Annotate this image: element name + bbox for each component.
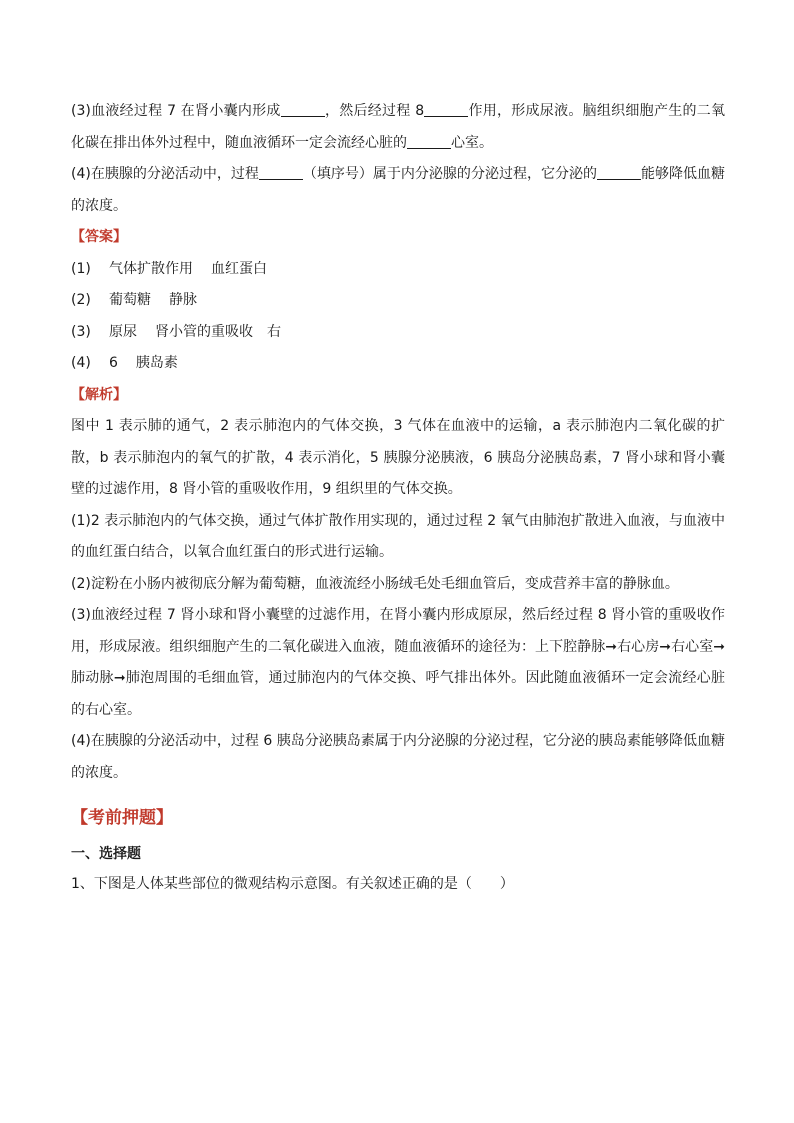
q3-part3: 作用，形成尿液。脑组织细胞产生的二氧化碳在排出体外过程中，随血液循环一定会流经心脏的 (71, 103, 726, 151)
q4-part2: （填序号）属于内分泌腺的分泌过程，它分泌的 (302, 166, 597, 182)
analysis-label: 【解析】 (71, 386, 127, 403)
analysis-paragraph: (4)在胰腺的分泌活动中，过程 6 胰岛分泌胰岛素属于内分泌腺的分泌过程，它分泌的胰岛素能够降低血糖的浓度。 (71, 733, 725, 781)
q4-part3: 能够降低血糖的浓度。 (71, 166, 726, 214)
question-4-text (71, 159, 725, 222)
analysis-paragraph: (2)淀粉在小肠内被彻底分解为葡萄糖，血液流经小肠绒毛处毛细血管后，变成营养丰富的静脉血。 (71, 575, 679, 592)
q3-part2: ，然后经过程 8 (324, 103, 425, 119)
answer-value: 葡萄糖 (109, 292, 151, 308)
answer-number: (4) (71, 355, 91, 371)
analysis-paragraph: (1)2 表示肺泡内的气体交换，通过气体扩散作用实现的，通过过程 2 氧气由肺泡扩散进入血液，与血液中的血红蛋白结合，以氧合血红蛋白的形式进行运输。 (71, 512, 725, 560)
answer-number: (3) (71, 323, 91, 340)
answer-value: 胰岛素 (135, 355, 178, 371)
document-content (71, 96, 725, 901)
answer-row (71, 348, 725, 380)
answer-number: (2) (71, 292, 91, 308)
answer-blank (281, 102, 325, 117)
analysis-paragraph: 图中 1 表示肺的通气，2 表示肺泡内的气体交换，3 气体在血液中的运输，a 表示肺泡内二氧化碳的扩散，b 表示肺泡内的氧气的扩散，4 表示消化，5 胰腺分泌胰液，6 胰岛分泌胰岛素，7 肾小球和肾小囊壁的过滤作用，8 肾小管的重吸收作用，9 组织里的气体交换。 (71, 418, 725, 497)
answer-row (71, 254, 725, 286)
answer-value: 原尿 (109, 323, 137, 340)
section-title: 【考前押题】 (71, 808, 173, 828)
answer-list (71, 254, 725, 380)
answer-value: 6 (109, 355, 118, 371)
answer-blank (259, 165, 303, 180)
answer-blank (597, 165, 641, 180)
answer-value: 血红蛋白 (211, 260, 267, 277)
analysis-paragraph: (3)血液经过程 7 肾小球和肾小囊壁的过滤作用，在肾小囊内形成原尿，然后经过程 8 肾小管的重吸收作用，形成尿液。组织细胞产生的二氧化碳进入血液，随血液循环的途径为：上下腔静脉➞右心房➞右心室➞肺动脉➞肺泡周围的毛细血管，通过肺泡内的气体交换、呼气排出体外。因此随血液循环一定会流经心脏的右心室。 (71, 607, 725, 718)
answer-blank (424, 102, 468, 117)
question-3-text (71, 96, 725, 159)
answer-row (71, 317, 725, 349)
sub-title: 一、选择题 (71, 846, 141, 862)
answer-value: 气体扩散作用 (109, 260, 193, 277)
answer-value: 肾小管的重吸收 (155, 323, 253, 340)
q3-part1: (3)血液经过程 7 在肾小囊内形成 (71, 103, 281, 119)
answer-value: 静脉 (169, 292, 197, 308)
answer-row (71, 285, 725, 317)
answer-value: 右 (267, 323, 281, 340)
q3-part4: 心室。 (451, 134, 493, 151)
answer-number: (1) (71, 260, 91, 277)
q4-part1: (4)在胰腺的分泌活动中，过程 (71, 166, 259, 182)
question-1-text: 1、下图是人体某些部位的微观结构示意图。有关叙述正确的是（ ） (71, 876, 514, 892)
answer-blank (407, 134, 451, 149)
answer-label: 【答案】 (71, 229, 127, 245)
